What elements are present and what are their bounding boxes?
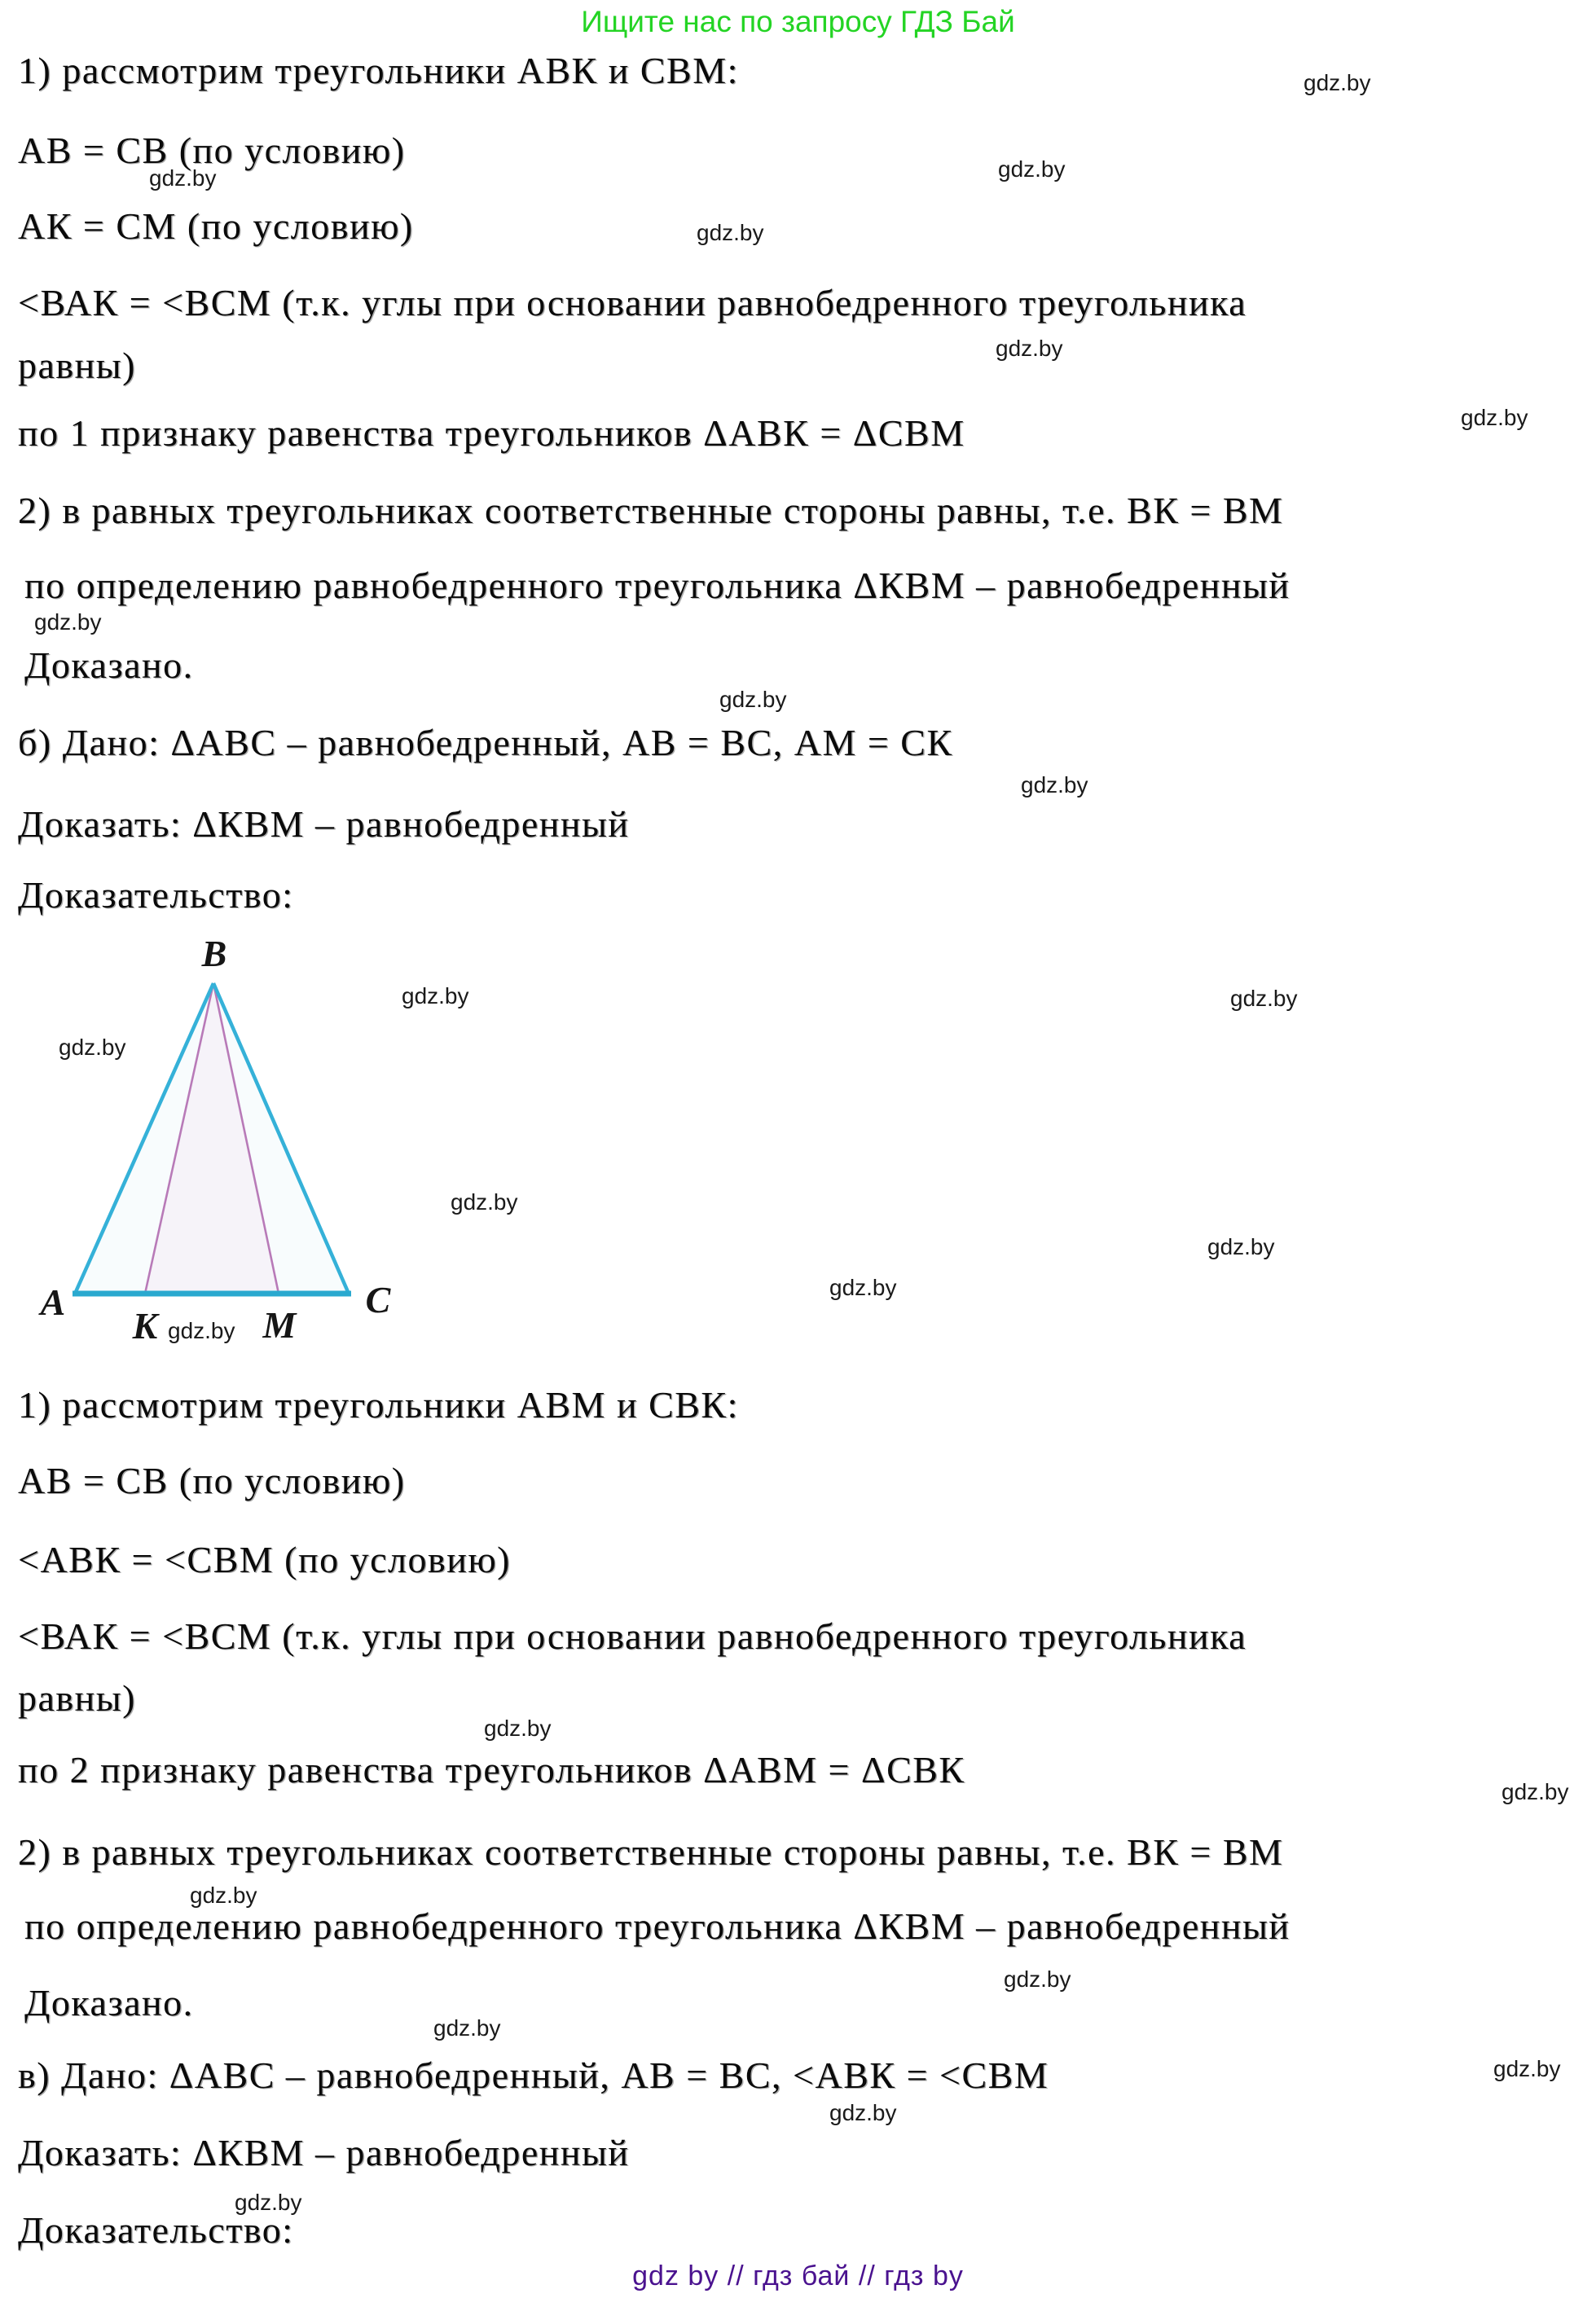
proof-line: по 2 признаку равенства треугольников ΔАВМ = ΔСВК <box>18 1749 965 1791</box>
watermark: gdz.by <box>190 1883 257 1908</box>
watermark: gdz.by <box>451 1189 518 1215</box>
proof-line: Доказать: ΔКВМ – равнобедренный <box>18 803 630 845</box>
proof-line: 2) в равных треугольниках соответственные стороны равны, т.е. ВК = ВМ <box>18 1831 1284 1873</box>
watermark: gdz.by <box>149 165 217 191</box>
watermark: gdz.by <box>1501 1779 1569 1804</box>
watermark: gdz.by <box>1021 772 1088 797</box>
proof-line: в) Дано: ΔАВС – равнобедренный, АВ = ВС, <АВК = <СВМ <box>18 2054 1049 2096</box>
proof-line: <ВАК = <ВСМ (т.к. углы при основании равнобедренного треугольника <box>18 282 1247 323</box>
vertex-label-c: C <box>365 1279 391 1320</box>
proof-line: 1) рассмотрим треугольники АВК и СВМ: <box>18 50 739 91</box>
watermark: gdz.by <box>433 2015 501 2041</box>
proof-line: 1) рассмотрим треугольники АВМ и СВК: <box>18 1384 739 1426</box>
proof-line: Доказано. <box>24 1982 194 2023</box>
proof-line: Доказательство: <box>18 874 294 916</box>
watermark: gdz.by <box>1304 70 1371 95</box>
proof-line: <ВАК = <ВСМ (т.к. углы при основании равнобедренного треугольника <box>18 1615 1247 1657</box>
proof-line: Доказать: ΔКВМ – равнобедренный <box>18 2132 630 2173</box>
triangle-figure-svg <box>33 929 407 1352</box>
watermark: gdz.by <box>59 1035 126 1060</box>
proof-line: АВ = СВ (по условию) <box>18 130 406 171</box>
proof-line: б) Дано: ΔАВС – равнобедренный, АВ = ВС, АМ = СК <box>18 722 953 763</box>
proof-line: по определению равнобедренного треугольника ΔКВМ – равнобедренный <box>24 565 1290 606</box>
proof-line: Доказательство: <box>18 2209 294 2251</box>
proof-line: равны) <box>18 1677 136 1719</box>
watermark: gdz.by <box>719 687 787 712</box>
vertex-label-b: B <box>201 933 227 974</box>
proof-line: равны) <box>18 345 136 386</box>
vertex-label-a: A <box>40 1281 66 1323</box>
watermark: gdz.by <box>829 1275 897 1300</box>
watermark: gdz.by <box>168 1318 235 1343</box>
watermark: gdz.by <box>998 156 1066 182</box>
proof-line: по определению равнобедренного треугольника ΔКВМ – равнобедренный <box>24 1905 1290 1947</box>
vertex-label-k: K <box>132 1305 158 1347</box>
watermark: gdz.by <box>235 2190 302 2215</box>
watermark: gdz.by <box>697 220 764 245</box>
footer-links: gdz by // гдз бай // гдз by <box>632 2261 964 2291</box>
watermark: gdz.by <box>1207 1234 1275 1259</box>
watermark: gdz.by <box>996 336 1063 361</box>
watermark: gdz.by <box>829 2100 897 2125</box>
triangle-figure <box>33 929 407 1352</box>
promo-header: Ищите нас по запросу ГДЗ Бай <box>581 5 1015 38</box>
watermark: gdz.by <box>1493 2056 1561 2081</box>
watermark: gdz.by <box>1230 986 1298 1011</box>
watermark: gdz.by <box>1004 1966 1071 1992</box>
proof-line: <АВК = <СВМ (по условию) <box>18 1539 512 1580</box>
watermark: gdz.by <box>1461 405 1528 430</box>
proof-line: Доказано. <box>24 644 194 686</box>
proof-line: 2) в равных треугольниках соответственные стороны равны, т.е. ВК = ВМ <box>18 490 1284 531</box>
vertex-label-m: M <box>262 1304 297 1346</box>
watermark: gdz.by <box>402 983 469 1008</box>
proof-line: АК = СМ (по условию) <box>18 205 414 247</box>
watermark: gdz.by <box>34 609 102 635</box>
proof-line: по 1 признаку равенства треугольников ΔАВК = ΔСВМ <box>18 412 965 454</box>
watermark: gdz.by <box>484 1716 552 1741</box>
proof-line: АВ = СВ (по условию) <box>18 1460 406 1501</box>
